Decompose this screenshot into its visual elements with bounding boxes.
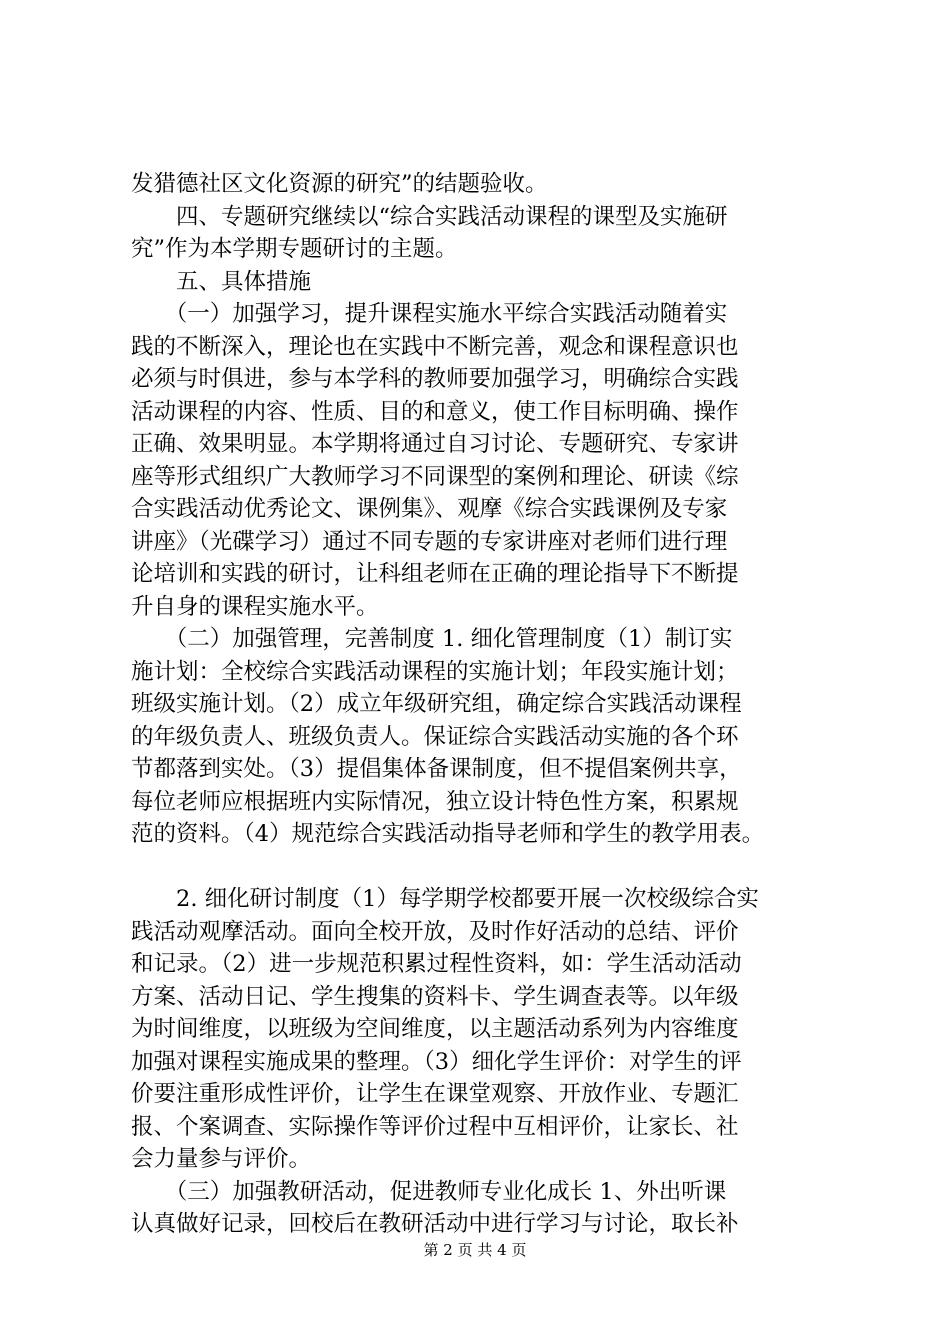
text-line: 范的资料。（4）规范综合实践活动指导老师和学生的教学用表。 [131,821,765,847]
page-number: 第 2 页 共 4 页 [423,1241,527,1259]
text-line: 每位老师应根据班内实际情况，独立设计特色性方案，积累规 [131,788,739,815]
text-line: 的年级负责人、班级负责人。保证综合实践活动实施的各个环 [131,723,739,750]
text-line: （二）加强管理，完善制度 1. 细化管理制度（1）制订实 [131,626,733,652]
text-line: 2. 细化研讨制度（1）每学期学校都要开展一次校级综合实 [131,886,759,912]
text-line: 正确、效果明显。本学期将通过自习讨论、专题研究、专家讲 [131,431,739,457]
text-line: 报、个案调查、实际操作等评价过程中互相评价，让家长、社 [131,1113,739,1140]
text-line: 究”作为本学期专题研讨的主题。 [131,236,458,262]
text-line: 加强对课程实施成果的整理。（3）细化学生评价：对学生的评 [131,1048,742,1075]
text-line: 践的不断深入，理论也在实践中不断完善，观念和课程意识也 [131,333,739,360]
text-line: 施计划：全校综合实践活动课程的实施计划；年段实施计划； [131,658,739,685]
text-line: 活动课程的内容、性质、目的和意义，使工作目标明确、操作 [131,398,739,425]
text-line: 价要注重形成性评价，让学生在课堂观察、开放作业、专题汇 [131,1081,739,1107]
body-text [131,168,836,1241]
text-line: 践活动观摩活动。面向全校开放，及时作好活动的总结、评价 [131,918,739,945]
page-footer [0,1240,950,1260]
text-line: 座等形式组织广大教师学习不同课型的案例和理论、研读《综 [131,463,739,490]
text-line: 讲座》（光碟学习）通过不同专题的专家讲座对老师们进行理 [131,528,728,555]
text-line: 为时间维度，以班级为空间维度，以主题活动系列为内容维度 [131,1016,739,1042]
text-line: 必须与时俱进，参与本学科的教师要加强学习，明确综合实践 [131,366,739,392]
text-line: 会力量参与评价。 [131,1146,312,1172]
text-line: 合实践活动优秀论文、课例集》、观摩《综合实践课例及专家 [131,496,728,522]
text-line: （一）加强学习，提升课程实施水平综合实践活动随着实 [131,301,728,327]
text-line: 方案、活动日记、学生搜集的资料卡、学生调查表等。以年级 [131,983,739,1010]
text-line: 五、具体措施 [131,268,312,295]
text-line: 和记录。（2）进一步规范积累过程性资料，如：学生活动活动 [131,951,742,977]
text-line: 班级实施计划。（2）成立年级研究组，确定综合实践活动课程 [131,691,742,717]
text-line: 四、专题研究继续以“综合实践活动课程的课型及实施研 [131,203,728,230]
text-line: 节都落到实处。（3）提倡集体备课制度，但不提倡案例共享， [131,756,742,782]
text-line: 认真做好记录，回校后在教研活动中进行学习与讨论，取长补 [131,1211,739,1237]
text-line: 论培训和实践的研讨，让科组老师在正确的理论指导下不断提 [131,561,739,587]
text-line: 升自身的课程实施水平。 [131,593,379,620]
text-line: （三）加强教研活动，促进教师专业化成长 1、外出听课 [131,1178,727,1205]
blank-line [131,851,836,884]
text-line: 发猎德社区文化资源的研究”的结题验收。 [131,171,548,197]
